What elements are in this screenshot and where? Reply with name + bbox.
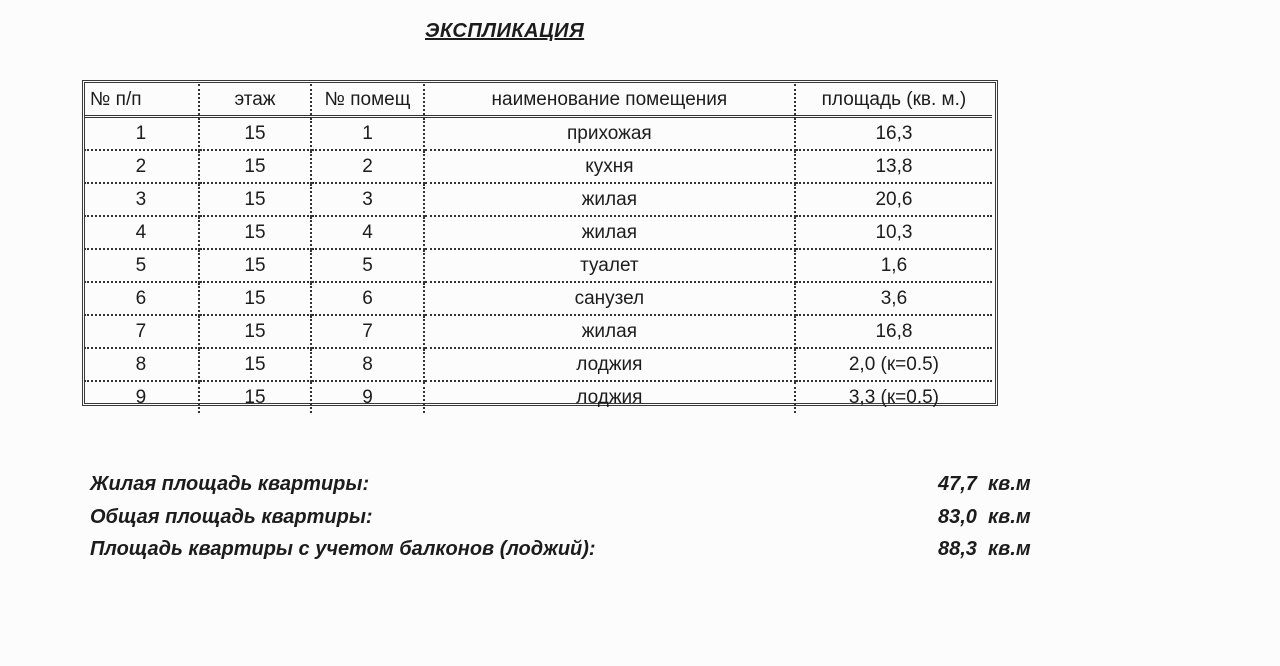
cell-room-number: 5 <box>311 249 424 282</box>
table-row <box>84 348 992 381</box>
cell-room-number: 9 <box>311 381 424 413</box>
cell-number: 3 <box>84 183 199 216</box>
cell-area: 2,0 (к=0.5) <box>795 348 992 381</box>
cell-floor: 15 <box>199 315 311 348</box>
cell-room-number: 8 <box>311 348 424 381</box>
document-title: ЭКСПЛИКАЦИЯ <box>425 20 585 42</box>
cell-floor: 15 <box>199 282 311 315</box>
cell-room-name: жилая <box>424 216 795 249</box>
header-number: № п/п <box>84 84 199 117</box>
cell-room-number: 2 <box>311 150 424 183</box>
table-row <box>84 117 992 151</box>
header-room-name: наименование помещения <box>424 84 795 117</box>
area-with-balconies-label: Площадь квартиры с учетом балконов (лоджий): <box>90 538 596 560</box>
cell-room-name: туалет <box>424 249 795 282</box>
cell-number: 7 <box>84 315 199 348</box>
cell-room-name: кухня <box>424 150 795 183</box>
cell-room-number: 7 <box>311 315 424 348</box>
cell-room-number: 3 <box>311 183 424 216</box>
table-row <box>84 315 992 348</box>
cell-area: 10,3 <box>795 216 992 249</box>
table-row <box>84 249 992 282</box>
cell-area: 1,6 <box>795 249 992 282</box>
cell-room-name: санузел <box>424 282 795 315</box>
cell-number: 5 <box>84 249 199 282</box>
cell-area: 13,8 <box>795 150 992 183</box>
cell-number: 9 <box>84 381 199 413</box>
cell-floor: 15 <box>199 216 311 249</box>
cell-room-name: лоджия <box>424 348 795 381</box>
cell-area: 20,6 <box>795 183 992 216</box>
cell-area: 3,3 (к=0.5) <box>848 386 940 408</box>
cell-number: 6 <box>84 282 199 315</box>
cell-floor: 15 <box>199 249 311 282</box>
cell-area: 16,3 <box>795 117 992 151</box>
total-area-label: Общая площадь квартиры: <box>90 506 373 528</box>
cell-area: 3,6 <box>795 282 992 315</box>
table-row <box>84 216 992 249</box>
living-area-value: 47,7 кв.м <box>938 473 1031 495</box>
cell-number: 4 <box>84 216 199 249</box>
table-row <box>84 381 992 413</box>
cell-room-number: 6 <box>311 282 424 315</box>
cell-room-name: жилая <box>424 183 795 216</box>
cell-number: 2 <box>84 150 199 183</box>
cell-room-number: 1 <box>311 117 424 151</box>
cell-number: 1 <box>84 117 199 151</box>
table-row <box>84 183 992 216</box>
table-header-row <box>84 84 992 117</box>
cell-room-name: лоджия <box>424 381 795 413</box>
cell-floor: 15 <box>199 381 311 413</box>
cell-area: 16,8 <box>795 315 992 348</box>
header-floor: этаж <box>199 84 311 117</box>
header-area: площадь (кв. м.) <box>795 84 992 117</box>
cell-room-number: 4 <box>311 216 424 249</box>
area-with-balconies-value: 88,3 кв.м <box>938 538 1031 560</box>
cell-number: 8 <box>84 348 199 381</box>
cell-floor: 15 <box>199 150 311 183</box>
header-room-number: № помещ <box>311 84 424 117</box>
explication-table <box>84 84 992 413</box>
living-area-label: Жилая площадь квартиры: <box>90 473 370 495</box>
cell-floor: 15 <box>199 117 311 151</box>
table-row <box>84 282 992 315</box>
cell-floor: 15 <box>199 348 311 381</box>
total-area-value: 83,0 кв.м <box>938 506 1031 528</box>
cell-room-name: прихожая <box>424 117 795 151</box>
cell-floor: 15 <box>199 183 311 216</box>
cell-room-name: жилая <box>424 315 795 348</box>
table-row <box>84 150 992 183</box>
